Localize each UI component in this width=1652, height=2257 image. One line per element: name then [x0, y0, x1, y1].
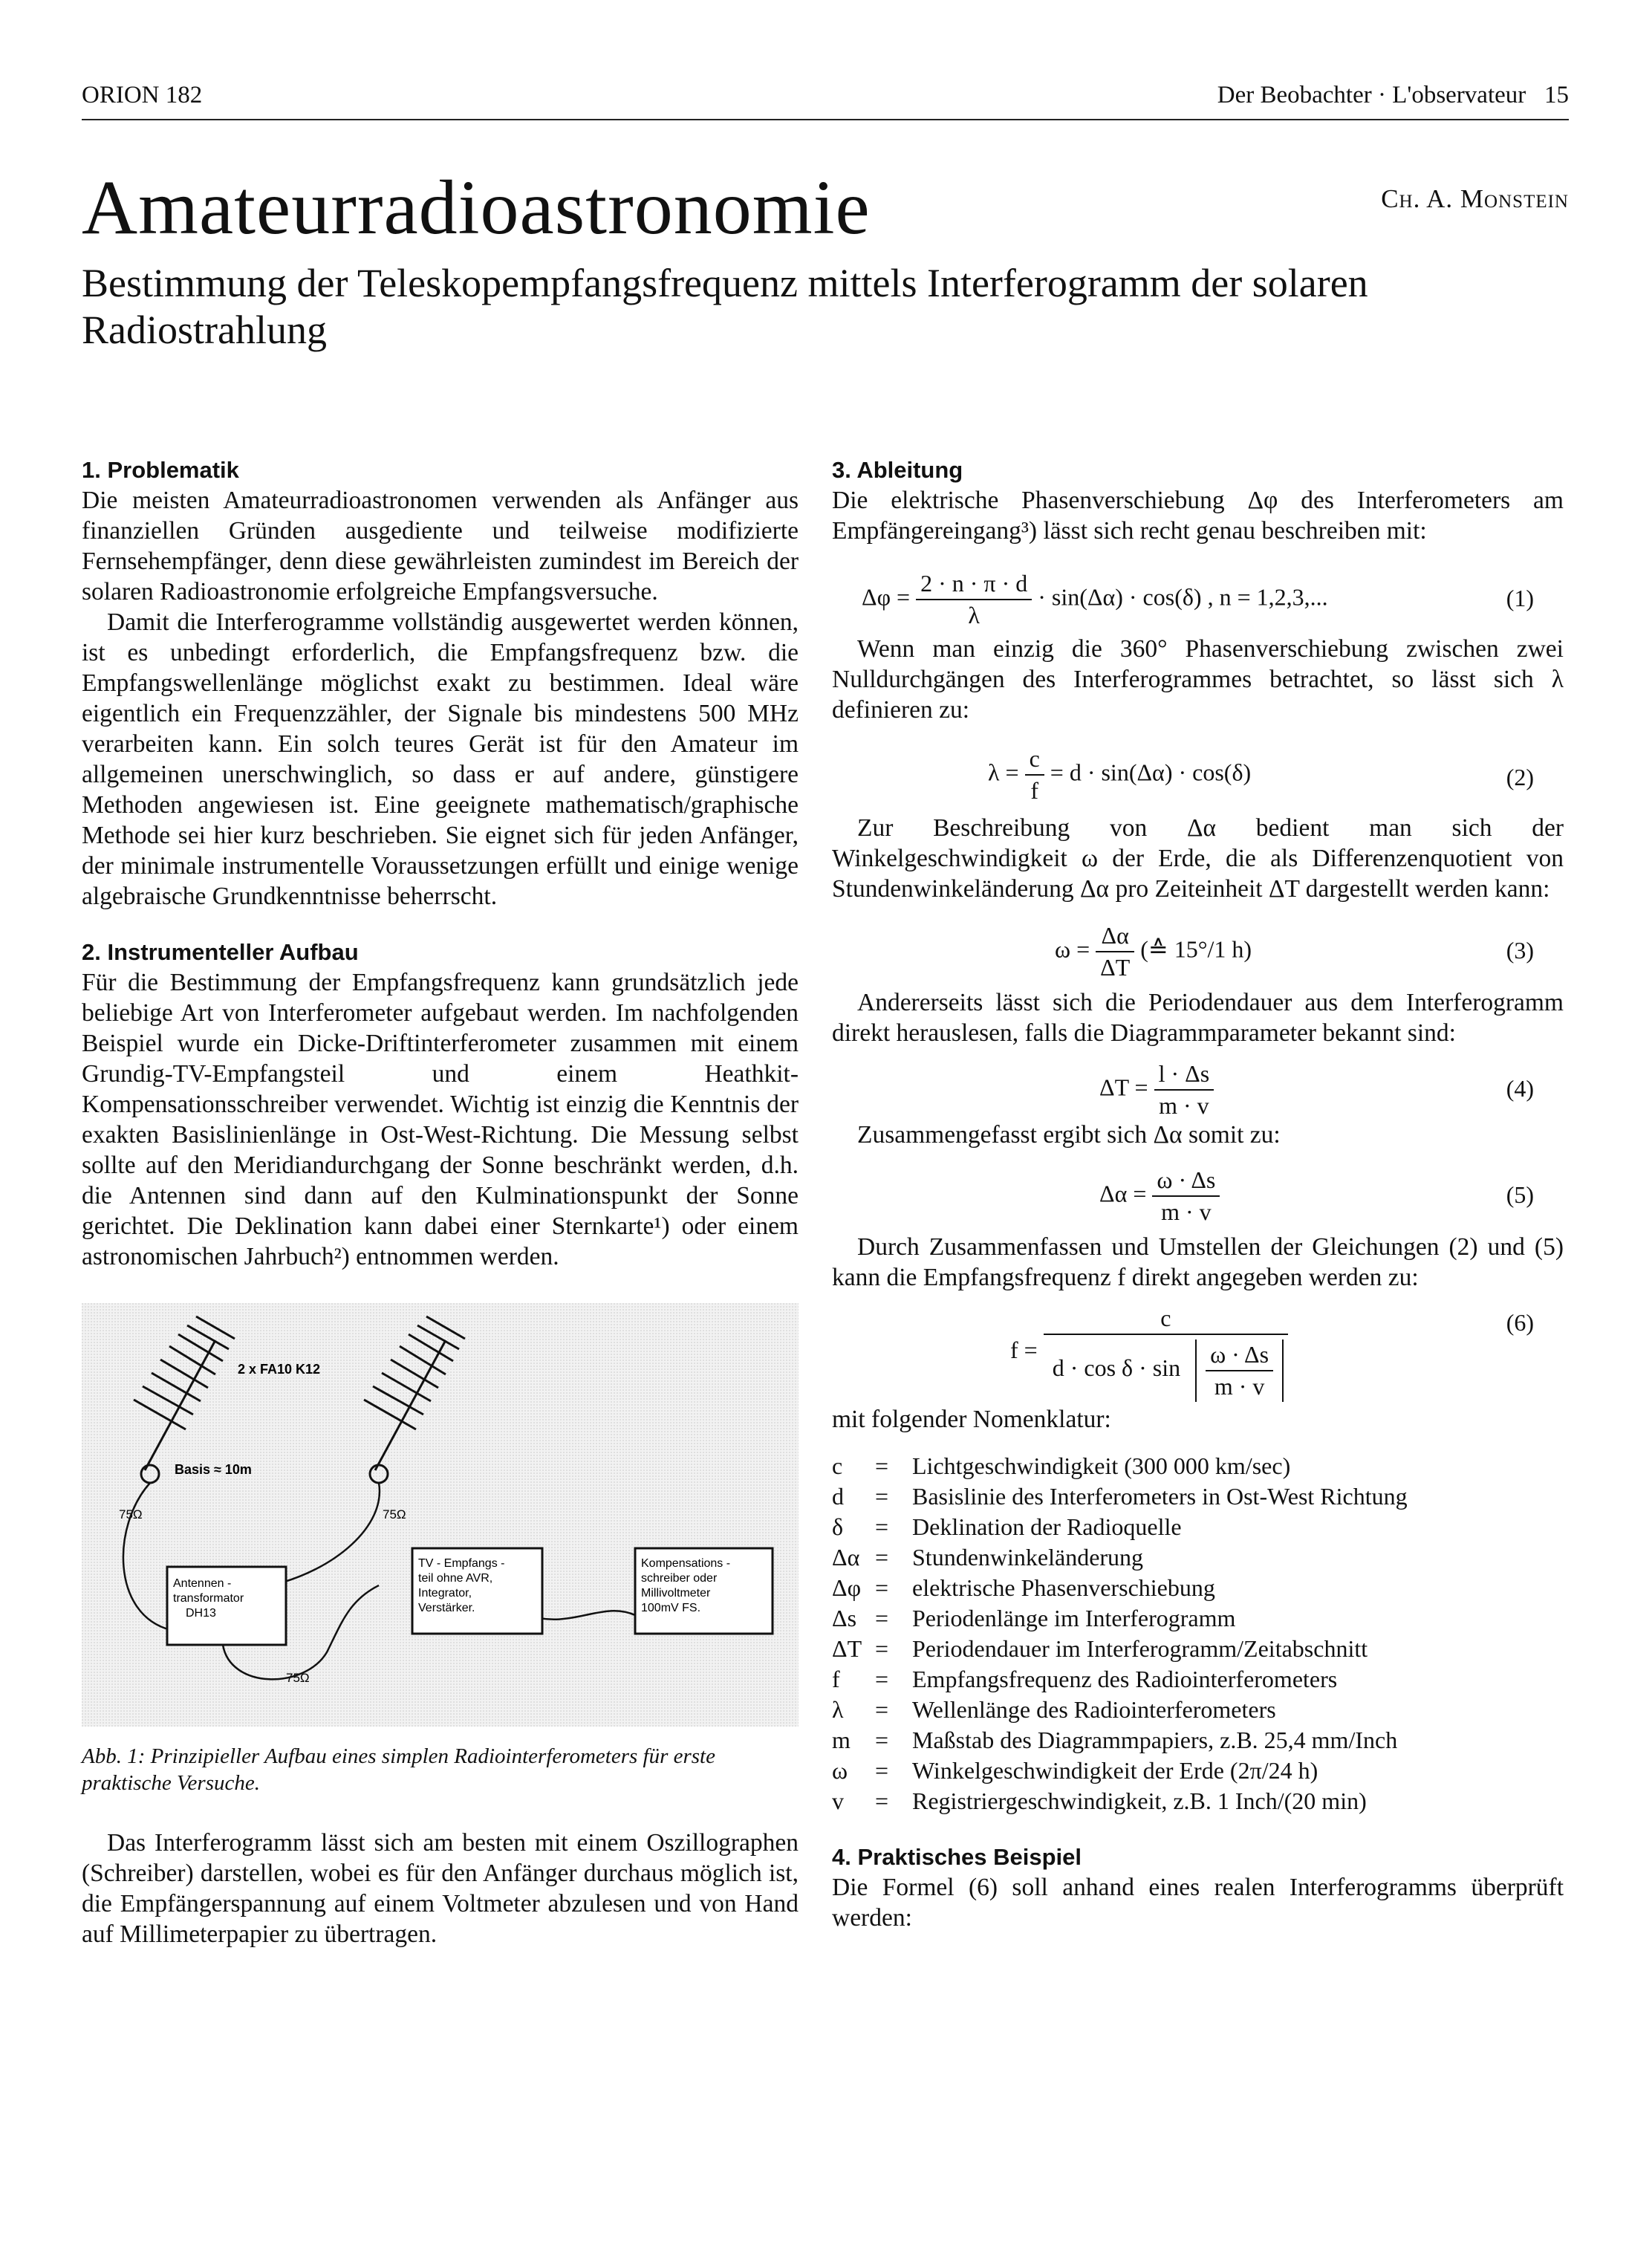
svg-text:Verstärker.: Verstärker. [418, 1602, 475, 1614]
nomenclature-row [832, 1725, 1408, 1756]
nomenclature-symbol: ω [832, 1757, 848, 1784]
nomenclature-description: Maßstab des Diagrammpapiers, z.B. 25,4 mm/Inch [912, 1727, 1398, 1753]
paragraph: Andererseits lässt sich die Periodendauer aus dem Interferogramm direkt herauslesen, falls die Diagrammparameter bekannt sind: [832, 989, 1564, 1047]
nomenclature-symbol: d [832, 1483, 844, 1510]
paragraph: Wenn man einzig die 360° Phasenverschiebung zwischen zwei Nulldurchgängen des Interferogrammes betrachtet, so lässt sich λ definieren zu: [832, 635, 1564, 724]
nomenclature-symbol: Δφ [832, 1574, 862, 1601]
figure-caption: Abb. 1: Prinzipieller Aufbau eines simplen Radiointerferometers für erste praktische Versuche. [82, 1744, 715, 1795]
equation-2: λ = $\frac{c}{f}$ = d · sin(Δα) · cos(δ) (2) [988, 745, 1534, 804]
nomenclature-row [832, 1542, 1408, 1573]
nomenclature-equals: = [875, 1513, 889, 1540]
box-kompensationsschreiber [635, 1548, 773, 1634]
nomenclature-description: elektrische Phasenverschiebung [912, 1574, 1215, 1601]
nomenclature-description: Periodendauer im Interferogramm/Zeitabschnitt [912, 1635, 1368, 1662]
nomenclature-equals: = [875, 1787, 889, 1814]
nomenclature-row [832, 1786, 1408, 1816]
article-title: Amateurradioastronomie [82, 165, 871, 250]
paragraph: Die Formel (6) soll anhand eines realen Interferogramms überprüft werden: [832, 1874, 1564, 1932]
equation-4: ΔT = $\frac{l \cdot \Delta s}{m \cdot v}$ (4) [1099, 1060, 1534, 1119]
nomenclature-symbol: f [832, 1666, 840, 1692]
nomenclature-symbol: m [832, 1727, 851, 1753]
nomenclature-symbol: Δs [832, 1605, 857, 1631]
nomenclature-equals: = [875, 1696, 889, 1723]
paragraph: mit folgender Nomenklatur: [832, 1406, 1111, 1433]
svg-text:Kompensations -: Kompensations - [641, 1557, 731, 1570]
running-head [1217, 82, 1569, 109]
nomenclature-description: Winkelgeschwindigkeit der Erde (2π/24 h) [912, 1757, 1318, 1784]
nomenclature-symbol: λ [832, 1696, 844, 1723]
nomenclature-equals: = [875, 1544, 889, 1571]
equation-number: (6) [1506, 1309, 1534, 1336]
nomenclature-table [832, 1451, 1408, 1816]
impedance-left: 75Ω [119, 1507, 143, 1522]
nomenclature-description: Registriergeschwindigkeit, z.B. 1 Inch/(20 min) [912, 1787, 1367, 1814]
box-tv-empfangsteil [412, 1548, 542, 1634]
header-rule [82, 119, 1569, 120]
equation-6: f = c d · cos δ · sin ω · Δs m · v (6) [832, 1293, 1564, 1404]
svg-text:Antennen -: Antennen - [173, 1577, 232, 1590]
nomenclature-symbol: v [832, 1787, 844, 1814]
paragraph: Das Interferogramm lässt sich am besten mit einem Oszillographen (Schreiber) darstellen, wobei es für den Anfänger durchaus möglich ist, die Empfängerspannung auf einem Voltmeter abzulesen und von Hand auf Millimeterpapier zu übertragen. [82, 1829, 799, 1948]
nomenclature-description: Wellenlänge des Radiointerferometers [912, 1696, 1276, 1723]
nomenclature-row [832, 1664, 1408, 1695]
nomenclature-equals: = [875, 1574, 889, 1601]
nomenclature-symbol: Δα [832, 1544, 860, 1571]
svg-text:schreiber oder: schreiber oder [641, 1572, 718, 1585]
equation-5: Δα = $\frac{\omega \cdot \Delta s}{m \cdot v}$ (5) [1099, 1166, 1534, 1225]
paragraph: Zusammengefasst ergibt sich Δα somit zu: [857, 1121, 1281, 1149]
nomenclature-equals: = [875, 1757, 889, 1784]
svg-text:transformator: transformator [173, 1592, 244, 1605]
article-author: Ch. A. Monstein [1381, 184, 1569, 213]
figure-interferometer-setup [82, 1303, 799, 1727]
nomenclature-row [832, 1512, 1408, 1542]
nomenclature-row [832, 1695, 1408, 1725]
paragraph: Die elektrische Phasenverschiebung Δφ des Interferometers am Empfängereingang³) lässt sich recht genau beschreiben mit: [832, 487, 1564, 545]
nomenclature-description: Deklination der Radioquelle [912, 1513, 1182, 1540]
svg-text:Integrator,: Integrator, [418, 1587, 472, 1600]
impedance-right: 75Ω [383, 1507, 406, 1522]
section-heading-3: 3. Ableitung [832, 457, 963, 483]
nomenclature-symbol: δ [832, 1513, 844, 1540]
nomenclature-description: Empfangsfrequenz des Radiointerferometers [912, 1666, 1338, 1692]
figure-background [82, 1303, 799, 1727]
nomenclature-row [832, 1451, 1408, 1481]
setup-diagram [82, 1303, 799, 1727]
impedance-bottom: 75Ω [286, 1671, 310, 1685]
equation-number: (2) [1506, 764, 1534, 790]
svg-text:100mV FS.: 100mV FS. [641, 1602, 701, 1614]
nomenclature-row [832, 1634, 1408, 1664]
paragraph: Die meisten Amateurradioastronomen verwenden als Anfänger aus finanziellen Gründen ausgediente und teilweise modifizierte Fernsehempfänger, denn diese gewährleisten zumindest im Bereich der solaren Radioastronomie erfolgreiche Empfangsversuche. [82, 487, 799, 605]
nomenclature-equals: = [875, 1635, 889, 1662]
equation-number: (5) [1506, 1181, 1534, 1208]
nomenclature-row [832, 1481, 1408, 1512]
paragraph: Zur Beschreibung von Δα bedient man sich der Winkelgeschwindigkeit ω der Erde, die als Differenzenquotient von Stundenwinkeländerung Δα pro Zeiteinheit ΔT dargestellt werden kann: [832, 814, 1564, 903]
equation-1: Δφ = $\frac{2 \cdot n \cdot \pi \cdot d}{\lambda}$ · sin(Δα) · cos(δ) , n = 1,2,3,... (1) [862, 570, 1534, 629]
svg-text:TV - Empfangs -: TV - Empfangs - [418, 1557, 505, 1570]
nomenclature-row [832, 1603, 1408, 1634]
basis-label: Basis ≈ 10m [175, 1462, 252, 1477]
equation-number: (1) [1506, 585, 1534, 611]
equation-number: (3) [1506, 937, 1534, 964]
nomenclature-description: Stundenwinkeländerung [912, 1544, 1144, 1571]
svg-text:teil ohne AVR,: teil ohne AVR, [418, 1572, 493, 1585]
antenna-label: 2 x FA10 K12 [238, 1362, 321, 1377]
section-name: Der Beobachter · L'observateur [1217, 82, 1526, 108]
left-column [82, 455, 799, 1949]
nomenclature-equals: = [875, 1727, 889, 1753]
journal-issue: ORION 182 [82, 82, 203, 108]
right-column [832, 455, 1564, 1933]
nomenclature-equals: = [875, 1666, 889, 1692]
nomenclature-symbol: ΔT [832, 1635, 862, 1662]
paragraph: Durch Zusammenfassen und Umstellen der Gleichungen (2) und (5) kann die Empfangsfrequenz f direkt angegeben werden zu: [832, 1233, 1564, 1291]
nomenclature-row [832, 1756, 1408, 1786]
section-heading-1: 1. Problematik [82, 457, 239, 483]
article-subtitle: Bestimmung der Teleskopempfangsfrequenz mittels Interferogramm der solaren Radiostrahlung [82, 261, 1368, 352]
nomenclature-row [832, 1573, 1408, 1603]
nomenclature-equals: = [875, 1483, 889, 1510]
nomenclature-symbol: c [832, 1452, 843, 1479]
equation-3: ω = $\frac{\Delta\alpha}{\Delta T}$ (≙ 15°/1 h) (3) [1055, 922, 1534, 981]
nomenclature-description: Lichtgeschwindigkeit (300 000 km/sec) [912, 1452, 1291, 1479]
nomenclature-description: Basislinie des Interferometers in Ost-West Richtung [912, 1483, 1408, 1510]
section-heading-4: 4. Praktisches Beispiel [832, 1844, 1082, 1870]
nomenclature-equals: = [875, 1452, 889, 1479]
box-antennen-transformator [167, 1567, 286, 1645]
equation-number: (4) [1506, 1075, 1534, 1102]
svg-text:Millivoltmeter: Millivoltmeter [641, 1587, 711, 1600]
paragraph: Für die Bestimmung der Empfangsfrequenz kann grundsätzlich jede beliebige Art von Interferometer aufgebaut werden. Im nachfolgenden Beispiel wurde ein Dicke-Driftinterferometer zusammen mit einem Grundig-TV-Empfangsteil und einem Heathkit-Kompensationsschreiber verwendet. Wichtig ist einzig die Kenntnis der exakten Basislinienlänge in Ost-West-Richtung. Die Messung selbst sollte auf den Meridiandurchgang der Sonne beschränkt werden, d.h. die Antennen sind dann auf den Kulminationspunkt der Sonne gerichtet. Die Deklination kann dabei einer Sternkarte¹) oder einem astronomischen Jahrbuch²) entnommen werden. [82, 969, 799, 1270]
page-number: 15 [1544, 82, 1569, 108]
paragraph: Damit die Interferogramme vollständig ausgewertet werden können, ist es unbedingt erforderlich, die Empfangsfrequenz bzw. die Empfangswellenlänge möglichst exakt zu bestimmen. Ideal wäre eigentlich ein Frequenzzähler, der Signale bis mindestens 500 MHz verarbeiten kann. Ein solch teures Gerät ist für den Amateur im allgemeinen unerschwinglich, so dass er auf andere, günstigere Methoden angewiesen ist. Eine geeignete mathematisch/graphische Methode sei hier kurz beschrieben. Sie eignet sich für jeden Anfänger, der minimale instrumentelle Voraussetzungen erfüllt und einige wenige algebraische Grundkenntnisse beherrscht. [82, 608, 799, 910]
svg-text:DH13: DH13 [186, 1607, 216, 1620]
section-heading-2: 2. Instrumenteller Aufbau [82, 939, 359, 965]
nomenclature-equals: = [875, 1605, 889, 1631]
nomenclature-description: Periodenlänge im Interferogramm [912, 1605, 1236, 1631]
